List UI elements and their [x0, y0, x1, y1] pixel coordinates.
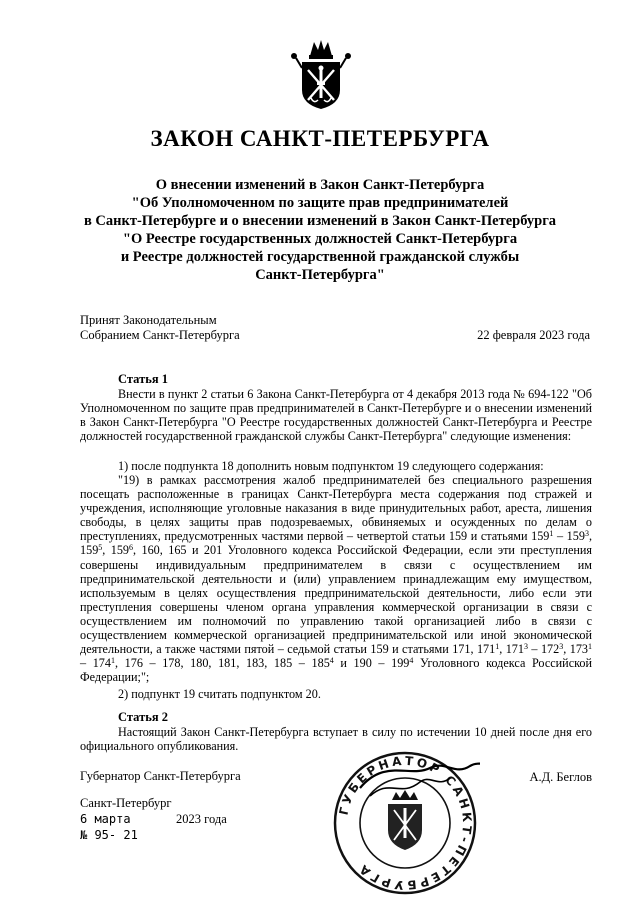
subtitle-line: "Об Уполномоченном по защите прав предпринимателей [131, 195, 509, 211]
subtitle-line: Санкт-Петербурга" [255, 267, 385, 283]
article1-intro: Внести в пункт 2 статьи 6 Закона Санкт-Петербурга от 4 декабря 2013 года № 694-122 "Об Уполномоченном по защите прав предпринимателей в Санкт-Петербурге и о внесении изменений в Закон Санкт-Петербурга "О Реестре государственных должностей Санкт-Петербурга и Реестре должностей государственной гражданской службы Санкт-Петербурга" следующие изменения: [80, 387, 592, 444]
seal-text: ГУБЕРНАТОР САНКТ-ПЕТЕРБУРГА [336, 753, 475, 893]
governor-name: А.Д. Беглов [529, 770, 592, 784]
footer-city: Санкт-Петербург [80, 796, 172, 810]
adoption-line2: Собранием Санкт-Петербурга [80, 327, 240, 342]
saint-petersburg-coat-of-arms-icon [284, 38, 358, 110]
quote-part-a: "19) в рамках рассмотрения жалоб предпринимателей без специального разрешения посещать расположенные в границах Санкт-Петербурга места содержания под стражей и учреждения, исполняющие уголовные наказания в виде принудительных работ, ареста, лишения свободы, в целях защиты прав подозреваемых, обвиняемых и осужденных по делам о преступлениях, предусмотренных частями первой – четвертой статьи 159 и статьями 159 [80, 473, 592, 544]
adoption-line1: Принят Законодательным [80, 313, 217, 327]
article2-text: Настоящий Закон Санкт-Петербурга вступает в силу по истечении 10 дней после дня его официального опубликования. [80, 725, 592, 754]
governor-position: Губернатор Санкт-Петербурга [80, 769, 241, 783]
subtitle-line: "О Реестре государственных должностей Санкт-Петербурга [122, 231, 518, 247]
law-title: ЗАКОН САНКТ-ПЕТЕРБУРГА [150, 126, 490, 151]
footer-year: 2023 года [176, 812, 227, 826]
subtitle-line: О внесении изменений в Закон Санкт-Петербурга [155, 177, 485, 193]
adoption-date: 22 февраля 2023 года [477, 328, 590, 342]
article1-item2: 2) подпункт 19 считать подпунктом 20. [118, 687, 321, 701]
law-subtitle [0, 176, 640, 284]
quote-part-b: Федерации, если эти преступления совершены индивидуальным предпринимателем в связи с осуществлением им предпринимательской деятельности и (или) управлением принадлежащим ему имуществом, используемым в целях осуществления предпринимательской деятельности, либо если эти преступления совершены членом органа управления коммерческой организации в связи с осуществлением им полномочий по управлению такой организацией либо в связи с осуществлением коммерческой организацией предпринимательской или иной экономической деятельности, а также частями пятой – седьмой статьи 159 и статьями 171, 171 [80, 543, 593, 657]
subtitle-line: в Санкт-Петербурге и о внесении изменений в Закон Санкт-Петербурга [83, 213, 557, 229]
article1-heading: Статья 1 [118, 372, 168, 386]
adoption-body [80, 313, 240, 342]
footer-day-month: 6 марта [80, 812, 131, 826]
article1-quote: "19) в рамках рассмотрения жалоб предпринимателей без специального разрешения посещать расположенные в границах Санкт-Петербурга места содержания под стражей и учреждения, исполняющие уголовные наказания в виде принудительных работ, ареста, лишения свободы, в целях защиты прав подозреваемых, обвиняемых и осужденных по делам о преступлениях, предусмотренных частями первой – четвертой статьи 159 и статьями $159^1 - 159^3$, $159^5$, $159^6$, 160, 165 и 201 Уголовного кодекса Российской Федерации, если эти преступления совершены индивидуальным предпринимателем в связи с осуществлением им предпринимательской деятельности и (или) управлением принадлежащим ему имуществом, используемым в целях осуществления предпринимательской деятельности, либо если эти преступления совершены членом органа управления коммерческой организации в связи с осуществлением им полномочий по управлению такой организацией либо в связи с осуществлением коммерческой организацией предпринимательской или иной экономической деятельности, а также частями пятой – седьмой статьи 159 и статьями 171, $171^1$, $171^3 - 172^3$, $173^1 - 174^1$, 176 – 178, 180, 181, 183, $185 - 185^4$ и $190 - 199^4$ Уголовного кодекса Российской Федерации;"; [80, 473, 593, 685]
footer-number: № 95- 21 [80, 828, 138, 842]
subtitle-line: и Реестре должностей государственной гражданской службы [120, 249, 520, 265]
official-seal-icon [330, 748, 480, 898]
article2-heading: Статья 2 [118, 710, 168, 724]
article1-item1: 1) после подпункта 18 дополнить новым подпунктом 19 следующего содержания: [118, 459, 544, 473]
